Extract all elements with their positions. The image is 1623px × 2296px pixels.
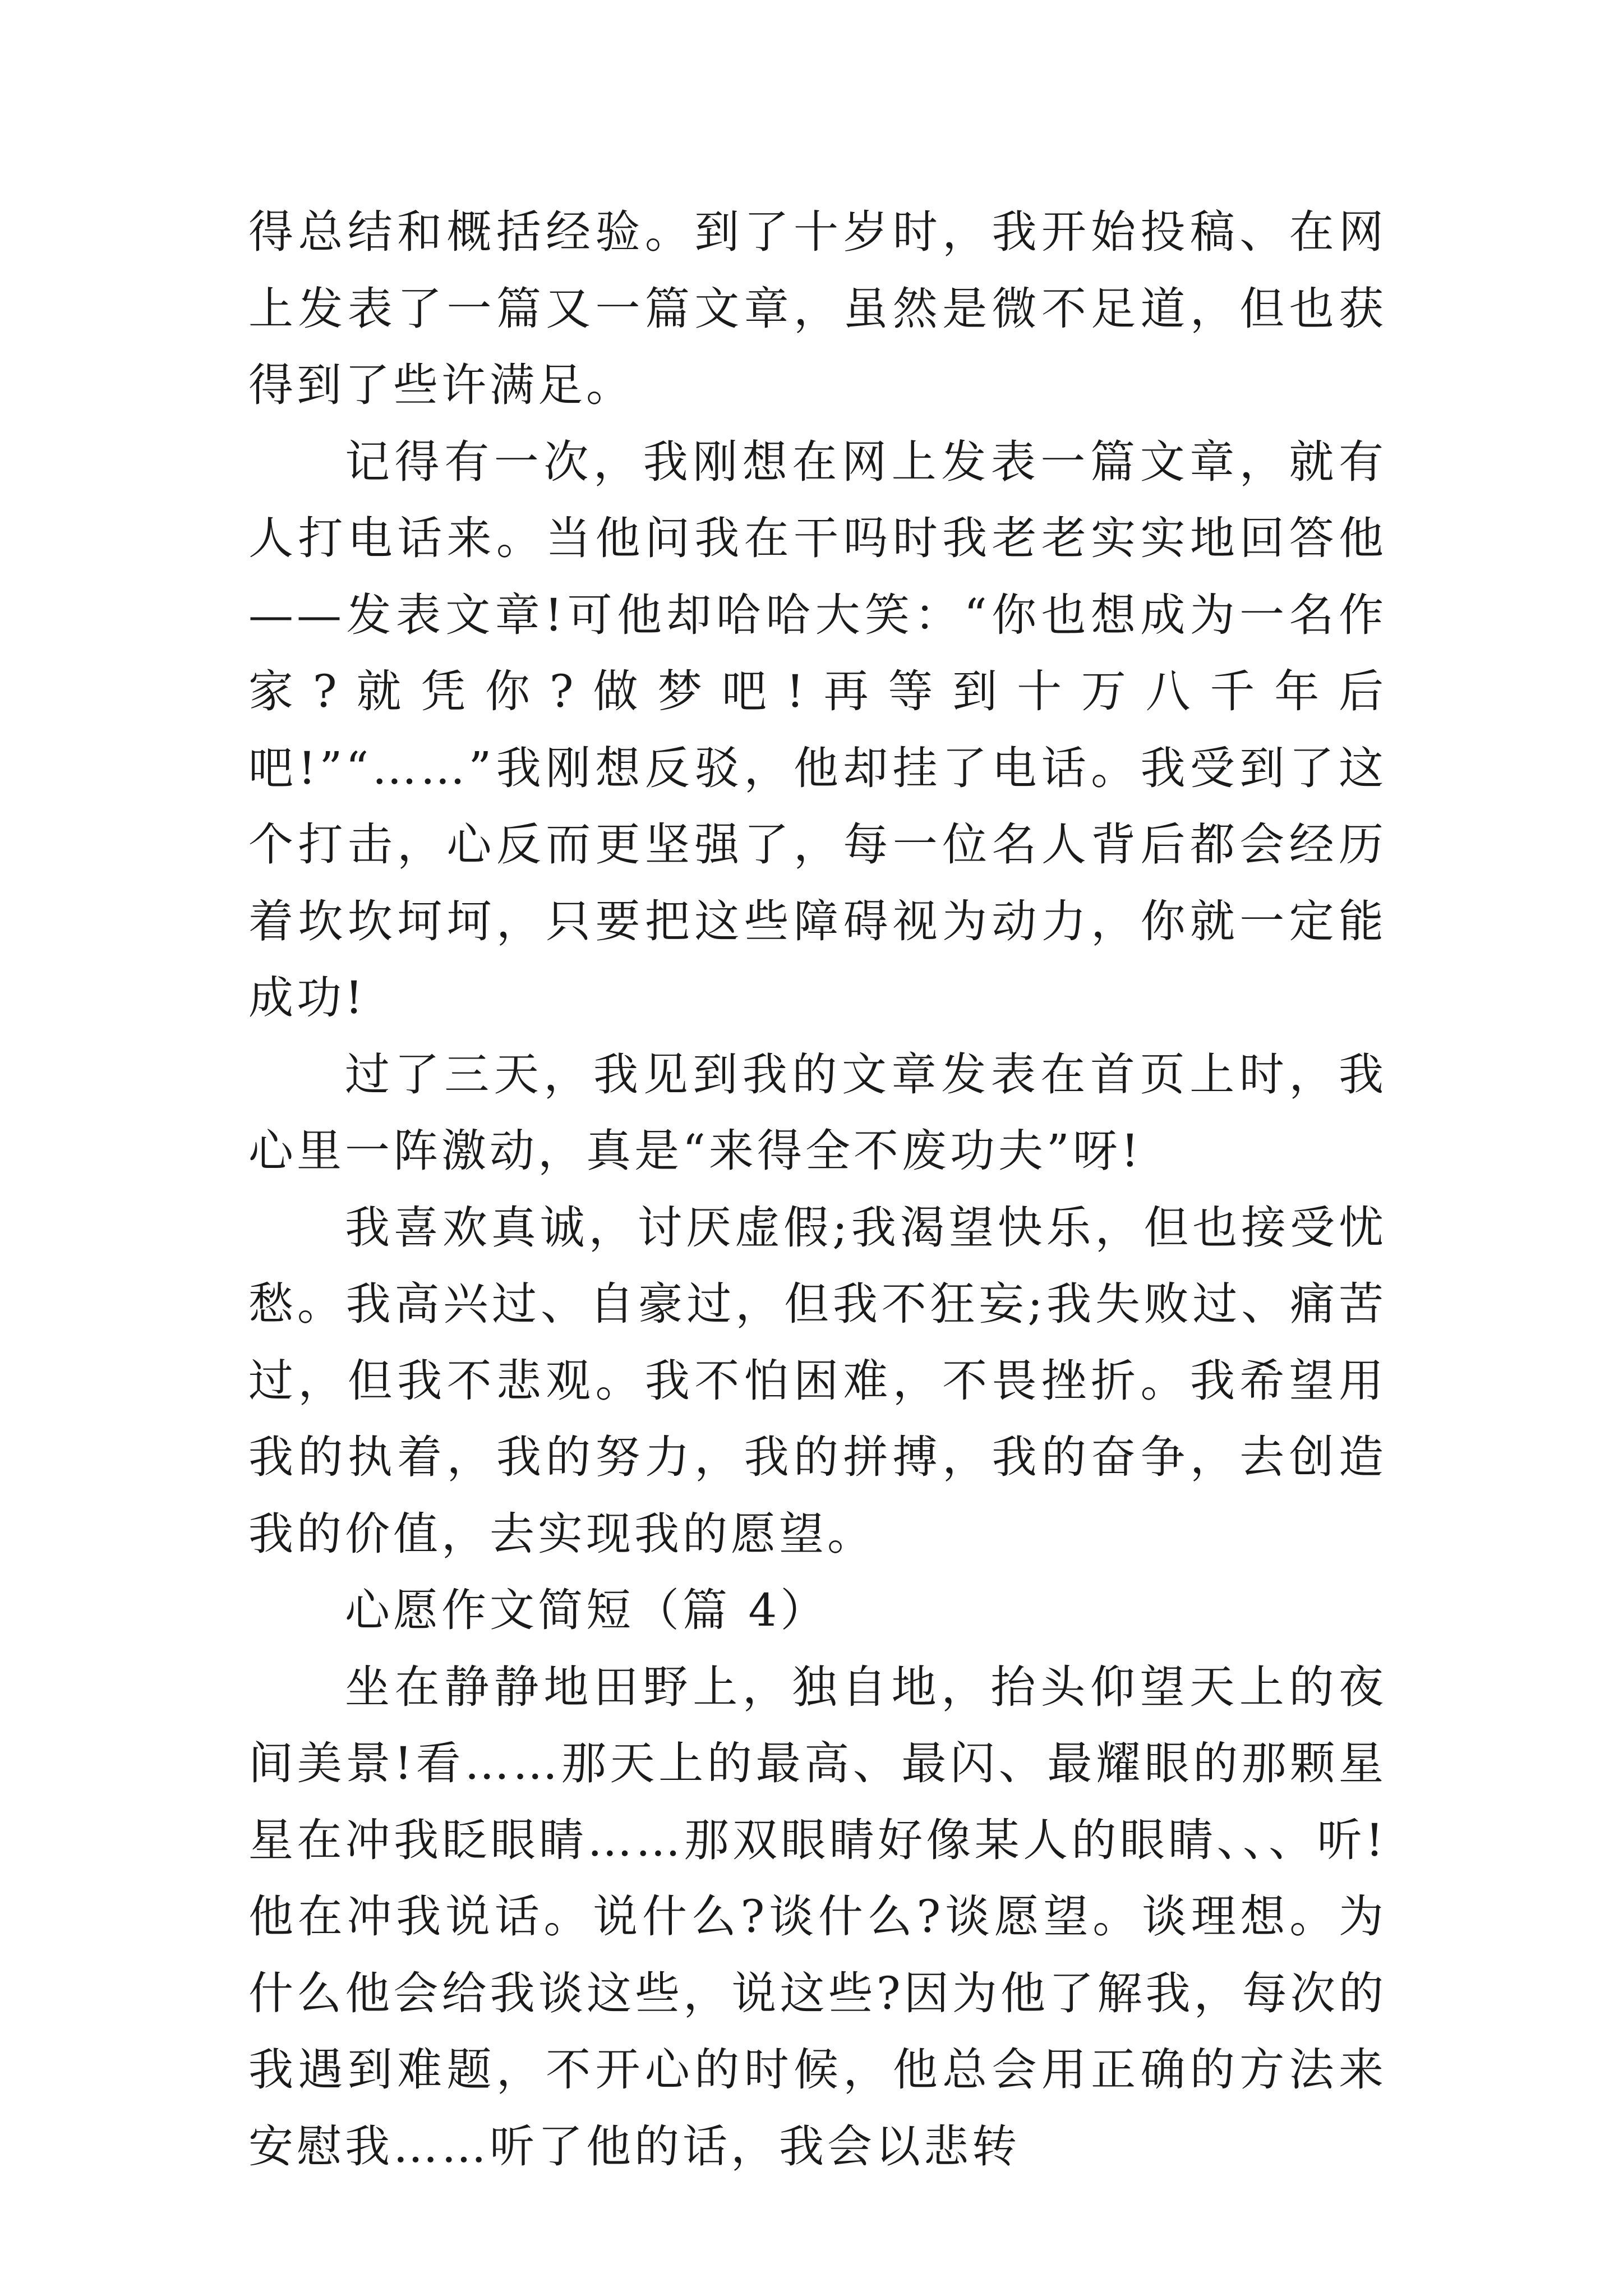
- paragraph-5: 坐在静静地田野上，独自地，抬头仰望天上的夜间美景!看……那天上的最高、最闪、最耀眼的那颗星星在冲我眨眼睛……那双眼睛好像某人的眼睛、、、听!他在冲我说话。说什么?谈什么?谈愿望。谈理想。为什么他会给我谈这些，说这些?因为他了解我，每次的我遇到难题，不开心的时候，他总会用正确的方法来安慰我……听了他的话，我会以悲转: [248, 1660, 1387, 2173]
- paragraph-1: 得总结和概括经验。到了十岁时，我开始投稿、在网上发表了一篇又一篇文章，虽然是微不足道，但也获得到了些许满足。: [248, 206, 1387, 411]
- paragraph-4: 我喜欢真诚，讨厌虚假;我渴望快乐，但也接受忧愁。我高兴过、自豪过，但我不狂妄;我失败过、痛苦过，但我不悲观。我不怕困难，不畏挫折。我希望用我的执着，我的努力，我的拼搏，我的奋争，去创造我的价值，去实现我的愿望。: [248, 1201, 1387, 1560]
- document-body: [248, 194, 1387, 2185]
- section-heading: 心愿作文简短（篇 4）: [345, 1584, 829, 1636]
- paragraph-3: 过了三天，我见到我的文章发表在首页上时，我心里一阵激动，真是“来得全不废功夫”呀!: [248, 1048, 1387, 1177]
- paragraph-2: 记得有一次，我刚想在网上发表一篇文章，就有人打电话来。当他问我在干吗时我老老实实地回答他——发表文章!可他却哈哈大笑：“你也想成为一名作家?就凭你?做梦吧!再等到十万八千年后吧!”“……”我刚想反驳，他却挂了电话。我受到了这个打击，心反而更坚强了，每一位名人背后都会经历着坎坎坷坷，只要把这些障碍视为动力，你就一定能成功!: [248, 435, 1387, 1024]
